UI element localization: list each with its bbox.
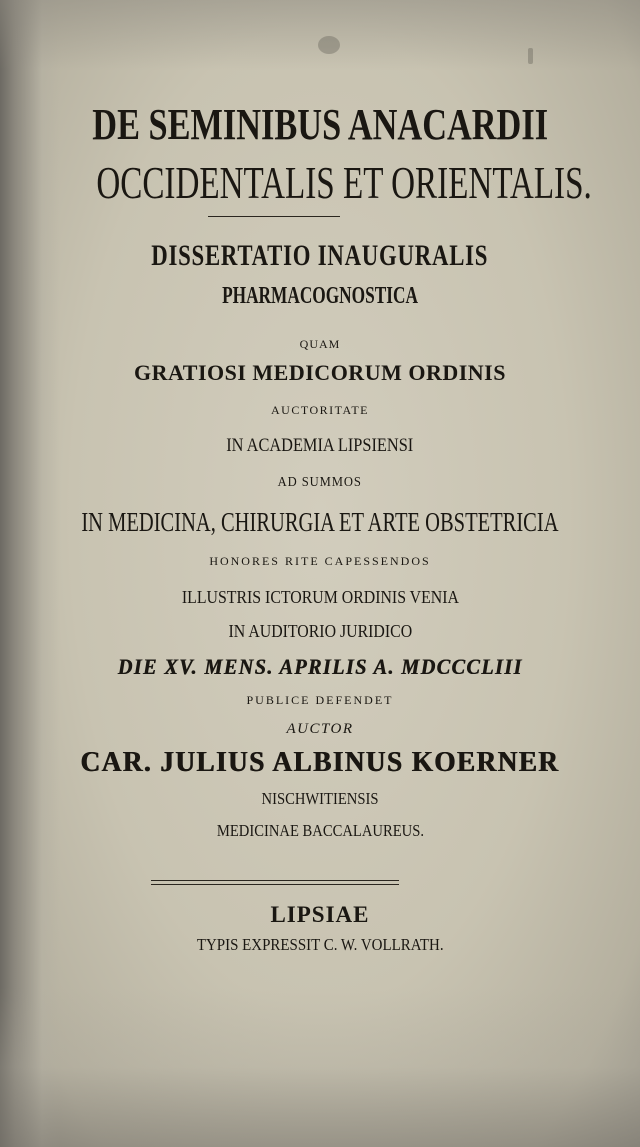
author-degree: MEDICINAE BACCALAUREUS. bbox=[216, 821, 424, 840]
dissertation-type: DISSERTATIO INAUGURALIS bbox=[151, 239, 489, 272]
top-shadow bbox=[0, 0, 640, 70]
bottom-shadow bbox=[0, 987, 640, 1147]
title-line-1: DE SEMINIBUS ANACARDII bbox=[92, 100, 548, 149]
paper-mark bbox=[528, 48, 533, 64]
quam-line: QUAM bbox=[299, 337, 341, 351]
double-rule-top bbox=[151, 880, 399, 881]
ad-summos-line: AD SUMMOS bbox=[277, 475, 363, 490]
dissertation-subject: PHARMACOGNOSTICA bbox=[222, 283, 418, 309]
honores-line: HONORES RITE CAPESSENDOS bbox=[209, 554, 431, 568]
imprint-place: LIPSIAE bbox=[270, 902, 370, 927]
author-origin: NISCHWITIENSIS bbox=[261, 789, 379, 808]
auctoritate-line: AUCTORITATE bbox=[271, 403, 369, 417]
faculty-line: GRATIOSI MEDICORUM ORDINIS bbox=[134, 360, 506, 385]
imprint-printer: TYPIS EXPRESSIT C. W. VOLLRATH. bbox=[196, 935, 444, 954]
defense-date: DIE XV. MENS. APRILIS A. MDCCCLIII bbox=[117, 654, 523, 679]
author-name: CAR. JULIUS ALBINUS KOERNER bbox=[80, 746, 560, 778]
academia-line: IN ACADEMIA LIPSIENSI bbox=[226, 435, 414, 456]
paper-stain bbox=[318, 36, 340, 54]
auditorium-line: IN AUDITORIO JURIDICO bbox=[228, 621, 412, 641]
defendet-line: PUBLICE DEFENDET bbox=[246, 693, 394, 707]
double-rule-bottom bbox=[151, 884, 399, 885]
title-line-2: OCCIDENTALIS ET ORIENTALIS. bbox=[96, 157, 592, 208]
disciplines-line: IN MEDICINA, CHIRURGIA ET ARTE OBSTETRICIA bbox=[81, 507, 559, 537]
divider-rule bbox=[208, 216, 340, 217]
venia-line: ILLUSTRIS ICTORUM ORDINIS VENIA bbox=[181, 587, 459, 607]
auctor-label: AUCTOR bbox=[286, 721, 354, 737]
